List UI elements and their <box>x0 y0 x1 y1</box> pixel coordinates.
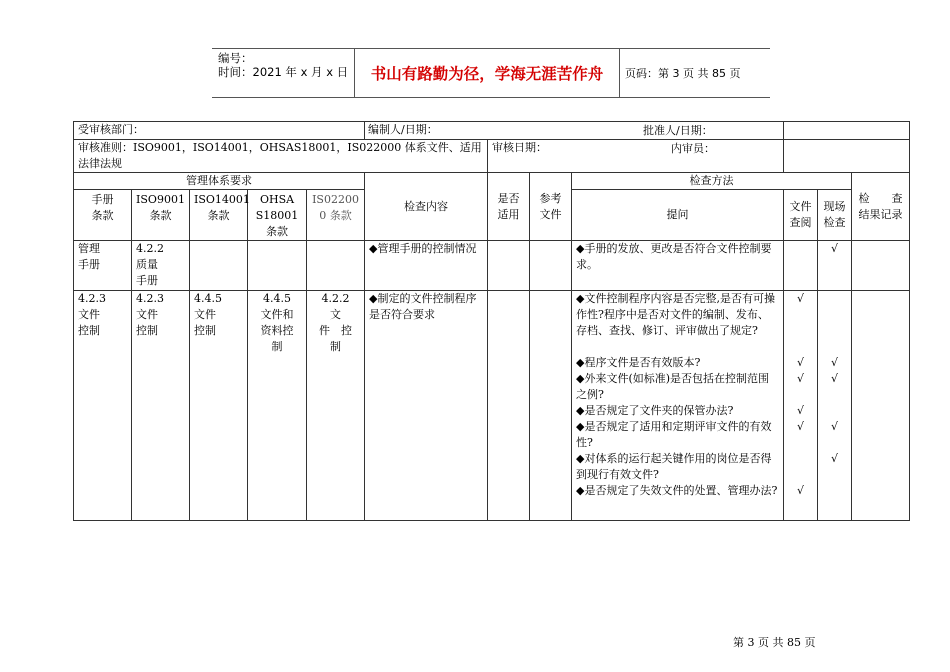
manual-clause-header: 手册 条款 <box>74 190 132 241</box>
page-header <box>212 48 770 98</box>
number-label: 编号： <box>218 51 253 65</box>
row1-manual: 管理 手册 <box>74 241 132 291</box>
info-row-2 <box>74 140 910 173</box>
table-row <box>74 241 910 291</box>
doc-check: √ <box>797 292 805 305</box>
doc-check: √ <box>797 484 805 497</box>
row1-content: ◆管理手册的控制情况 <box>365 241 488 291</box>
question-item: ◆对体系的运行起关键作用的岗位是否得到现行有效文件? <box>576 452 772 481</box>
row2-site <box>818 291 852 521</box>
site-check-header: 现场 检查 <box>818 190 852 241</box>
question-header: 提问 <box>572 190 784 241</box>
row2-iso14001: 4.4.5 文件 控制 <box>190 291 248 521</box>
row2-iso22000: 4.2.2 文 件 控 制 <box>307 291 365 521</box>
row2-manual: 4.2.3 文件 控制 <box>74 291 132 521</box>
row2-result <box>852 291 910 521</box>
row2-doc <box>784 291 818 521</box>
ref-docs-header: 参考 文件 <box>530 173 572 241</box>
site-check: √ <box>831 452 839 465</box>
row1-site: √ <box>818 241 852 291</box>
row1-question: ◆手册的发放、更改是否符合文件控制要求。 <box>572 241 784 291</box>
dept-cell: 受审核部门： <box>74 122 365 140</box>
page-footer: 第 3 页 共 85 页 <box>733 636 816 649</box>
row2-ref <box>530 291 572 521</box>
row1-iso22000 <box>307 241 365 291</box>
question-item: ◆外来文件(如标准)是否包括在控制范围之例? <box>576 372 770 401</box>
row1-ohsas <box>248 241 307 291</box>
question-item: ◆是否规定了失效文件的处置、管理办法? <box>576 484 778 497</box>
method-header: 检查方法 <box>572 173 852 190</box>
row1-iso9001: 4.2.2 质量 手册 <box>132 241 190 291</box>
audit-date-cell: 审核日期： <box>488 140 784 173</box>
row2-content: ◆制定的文件控制程序是否符合要求 <box>365 291 488 521</box>
row1-ref <box>530 241 572 291</box>
editor-cell: 编制人/日期： <box>365 122 784 140</box>
row1-doc <box>784 241 818 291</box>
doc-check: √ <box>797 420 805 433</box>
site-check <box>822 403 847 419</box>
content-header: 检查内容 <box>365 173 488 241</box>
iso9001-header: ISO9001 条款 <box>132 190 190 241</box>
time-label: 时间：2021 年 x 月 x 日 <box>218 65 349 79</box>
approver-label: 批准人/日期： <box>643 124 713 137</box>
iso22000-header: IS02200 0 条款 <box>307 190 365 241</box>
page-label: 页码：第 3 页 共 85 页 <box>625 67 741 80</box>
site-check: √ <box>831 420 839 433</box>
info-row-1 <box>74 122 910 140</box>
doc-check: √ <box>797 372 805 385</box>
slogan: 书山有路勤为径，学海无涯苦作舟 <box>355 49 620 97</box>
site-check: √ <box>831 372 839 385</box>
row1-iso14001 <box>190 241 248 291</box>
row2-ohsas: 4.4.5 文件和 资料控 制 <box>248 291 307 521</box>
doc-check <box>788 451 813 483</box>
header-meta <box>212 49 355 97</box>
ohsas-header: OHSA S18001 条款 <box>248 190 307 241</box>
question-item: ◆是否规定了适用和定期评审文件的有效性? <box>576 420 772 449</box>
auditor-label: 内审员： <box>671 142 715 155</box>
result-header: 检 查 结果记录 <box>852 173 910 241</box>
approver-cell <box>784 122 910 140</box>
auditor-cell <box>784 140 910 173</box>
header-row-1 <box>74 173 910 190</box>
table-row <box>74 291 910 521</box>
row2-iso9001: 4.2.3 文件 控制 <box>132 291 190 521</box>
site-check: √ <box>831 356 839 369</box>
row2-applicable <box>488 291 530 521</box>
row1-applicable <box>488 241 530 291</box>
site-check <box>822 483 847 515</box>
audit-checklist-table <box>73 121 910 521</box>
criteria-cell: 审核准则：ISO9001，ISO14001，OHSAS18001，IS022000 体系文件、适用法律法规 <box>74 140 488 173</box>
doc-review-header: 文件 查阅 <box>784 190 818 241</box>
doc-check: √ <box>797 356 805 369</box>
applicable-header: 是否 适用 <box>488 173 530 241</box>
question-item: ◆是否规定了文件夹的保管办法? <box>576 404 734 417</box>
doc-check: √ <box>797 404 805 417</box>
question-item: ◆程序文件是否有效版本? <box>576 356 701 369</box>
mgmt-req-header: 管理体系要求 <box>74 173 365 190</box>
site-check <box>822 291 847 355</box>
row2-questions <box>572 291 784 521</box>
iso14001-header: ISO14001 条款 <box>190 190 248 241</box>
question-item: ◆文件控制程序内容是否完整,是否有可操作性?程序中是否对文件的编制、发布、存档、查找、修订、评审做出了规定? <box>576 292 775 337</box>
row1-result <box>852 241 910 291</box>
